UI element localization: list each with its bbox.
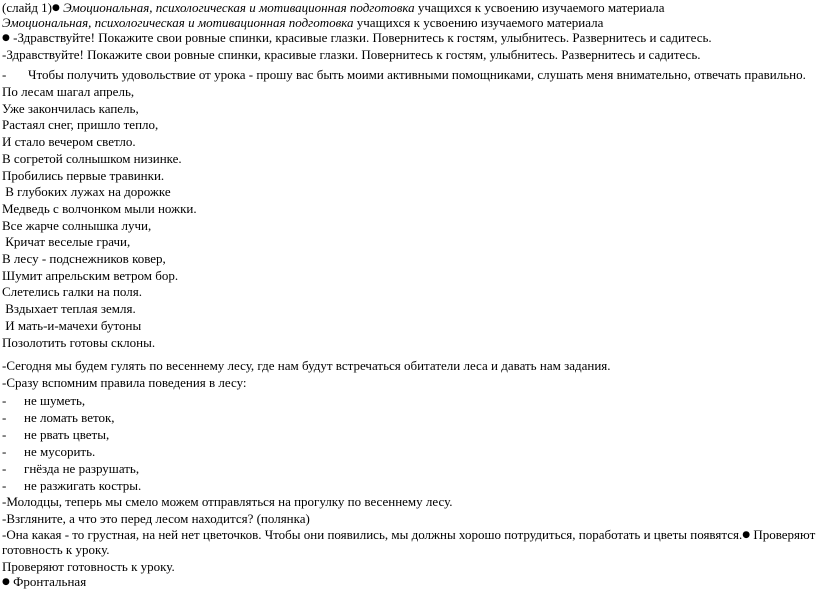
dash-marker: - [2, 444, 7, 459]
poem-line: Шумит апрельским ветром бор. [2, 267, 179, 283]
rule-text: не разжигать костры. [24, 478, 142, 493]
dash-marker: - [2, 427, 7, 442]
frontal-line [2, 574, 86, 590]
poem-line: И мать-и-мачехи бутоны [2, 317, 142, 333]
dash-marker: - [2, 461, 7, 476]
rule-text: не шуметь, [24, 393, 86, 408]
poem-line: Вздыхает теплая земля. [2, 301, 136, 317]
check-cont-line: готовность к уроку. [2, 542, 110, 557]
slide-label: (слайд 1) [2, 0, 53, 15]
poem-line: В согретой солнышком низинке. [2, 150, 182, 166]
poem-line: В глубоких лужах на дорожке [2, 184, 171, 200]
poem-line: Уже закончилась капель, [2, 100, 139, 116]
bullet-icon: ● [742, 530, 751, 540]
rule-item [2, 478, 141, 494]
rule-item [2, 461, 139, 477]
dash-marker: - [2, 67, 7, 82]
question-line: -Взгляните, а что это перед лесом находится? (полянка) [2, 511, 310, 526]
frontal-text: Фронтальная [9, 574, 87, 589]
check-inline-text: Проверяют [750, 527, 816, 542]
motivation-text: Чтобы получить удовольствие от урока - прошу вас быть моими активными помощниками, слушать меня внимательно, отвечать правильно. [28, 67, 806, 82]
dash-marker: - [2, 478, 7, 493]
poem-line: Позолотить готовы склоны. [2, 334, 156, 350]
dash-marker: - [2, 410, 7, 425]
well-done-line: -Молодцы, теперь мы смело можем отправляться на прогулку по весеннему лесу. [2, 494, 453, 509]
sad-glade-text: -Она какая - то грустная, на ней нет цветочков. Чтобы они появились, мы должны хорошо потрудиться, поработать и цветы появятся. [2, 527, 743, 542]
poem-line: По лесам шагал апрель, [2, 84, 135, 99]
rules-intro: -Сразу вспомним правила поведения в лесу: [2, 375, 247, 390]
poem-line: Слетелись галки на поля. [2, 284, 142, 300]
rule-text: не ломать веток, [24, 410, 115, 425]
rule-text: гнёзда не разрушать, [24, 461, 140, 476]
rule-item [2, 427, 109, 443]
bullet-icon: ● [2, 33, 10, 43]
poem-line: Все жарче солнышка лучи, [2, 217, 152, 233]
poem-line: И стало вечером светло. [2, 134, 136, 150]
check-line: Проверяют готовность к уроку. [2, 559, 175, 574]
rule-item [2, 393, 85, 409]
rule-item [2, 444, 95, 460]
poem-line: Растаял снег, пришло тепло, [2, 117, 159, 133]
motivation-line [2, 67, 806, 83]
greeting-text: -Здравствуйте! Покажите свои ровные спинки, красивые глазки. Повернитесь к гостям, улыбнитесь. Развернитесь и садитесь. [2, 47, 701, 62]
topic-rest: учащихся к усвоению изучаемого материала [414, 0, 665, 15]
slide-header [2, 0, 664, 16]
poem-line: В лесу - подснежников ковер, [2, 251, 166, 266]
greeting-bullet-line [2, 30, 712, 46]
rule-text: не мусорить. [24, 444, 96, 459]
poem-line: Пробились первые травинки. [2, 167, 165, 183]
topic-italic: Эмоциональная, психологическая и мотивационная подготовка [2, 15, 354, 30]
topic-rest: учащихся к усвоению изучаемого материала [353, 15, 604, 30]
walk-intro: -Сегодня мы будем гулять по весеннему лесу, где нам будут встречаться обитатели леса и давать нам задания. [2, 358, 611, 373]
greeting-text: -Здравствуйте! Покажите свои ровные спинки, красивые глазки. Повернитесь к гостям, улыбнитесь. Развернитесь и садитесь. [13, 30, 712, 45]
rule-text: не рвать цветы, [24, 427, 110, 442]
bullet-icon: ● [2, 577, 10, 587]
poem-line: Кричат веселые грачи, [2, 234, 131, 250]
dash-marker: - [2, 393, 7, 408]
sad-glade-line [2, 527, 815, 543]
rule-item [2, 410, 115, 426]
greeting-line [2, 47, 701, 63]
topic-line [2, 15, 603, 31]
topic-italic: Эмоциональная, психологическая и мотивационная подготовка [63, 0, 415, 15]
poem-line: Медведь с волчонком мыли ножки. [2, 200, 197, 216]
bullet-icon: ● [52, 3, 60, 13]
